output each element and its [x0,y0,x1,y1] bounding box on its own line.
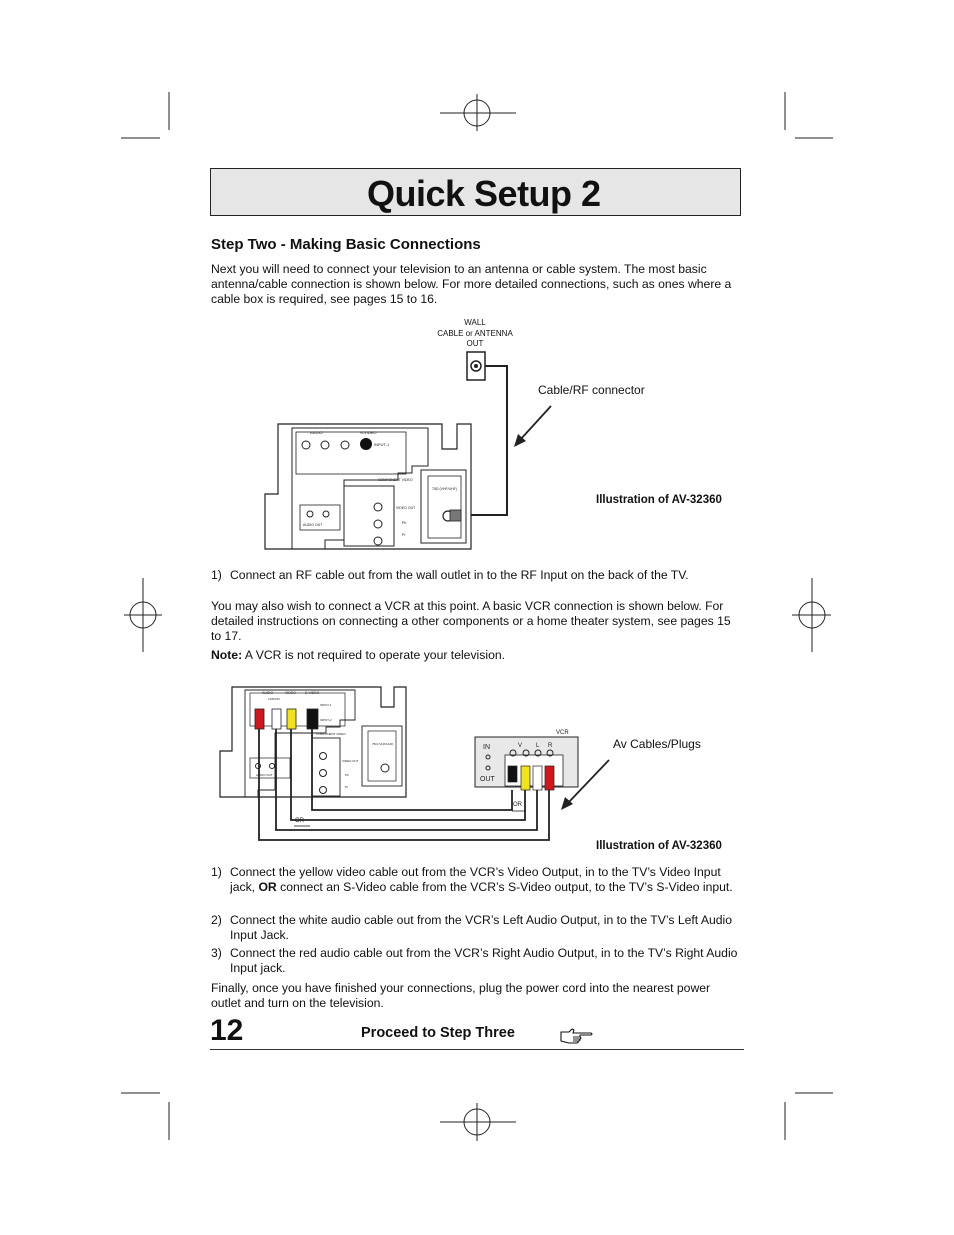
panel-label-pb: Pb [402,521,407,525]
step-number: 2) [211,913,222,927]
p2-label-ant: 75Ω (VHF/UHF) [372,742,394,746]
wall-outlet-label [420,318,530,350]
step1-text-post: connect an S-Video cable from the VCR’s S-Video output, to the TV’s S-Video input. [276,880,733,894]
vcr-r-label: R [548,743,553,749]
p2-label-input1: INPUT-1 [320,703,332,707]
tv-red-plug [255,709,264,729]
step-number: 3) [211,946,222,960]
or-left-label: OR [295,818,304,824]
rf-step-text: Connect an RF cable out from the wall outlet in to the RF Input on the back of the TV. [230,568,689,582]
footer-rule [210,1049,744,1050]
panel-label-audio: AUDIO [310,430,323,435]
panel-label-input1: INPUT-1 [374,442,390,447]
wall-label-line3: OUT [466,339,484,348]
panel-label-pr: Pr [402,533,406,537]
note-label: Note: [211,648,243,662]
p2-label-video: VIDEO [285,691,296,695]
vcr-v-label: V [518,743,523,749]
or-right-label: OR [513,802,522,808]
vcr-step-2 [211,913,741,943]
vcr-l-label: L [536,743,540,749]
vcr-step-3 [211,946,741,976]
vcr-white-plug [533,766,542,790]
p2-label-audio: AUDIO [262,691,274,695]
vcr-paragraph: You may also wish to connect a VCR at this point. A basic VCR connection is shown below. For detailed instructions on connecting a other components or a home theater system, see pages 15 to 17. [211,599,731,643]
panel-label-ant: 75Ω (VHF/UHF) [432,487,457,491]
vcr-red-plug [545,766,554,790]
panel-label-component: COMPONENT VIDEO [378,478,413,482]
p2-label-input2: INPUT-2 [320,718,332,722]
panel-label-video-out: VIDEO OUT [396,506,416,510]
p2-label-component: COMPONENT VIDEO [316,732,346,736]
tv-white-plug [272,709,281,729]
wall-label-line1: WALL [464,318,486,327]
antenna-connection-diagram [255,350,555,560]
rf-step [211,568,741,583]
vcr-step-1 [211,865,741,895]
vcr-label: VCR [556,730,569,736]
vcr-panel [470,724,580,794]
p2-label-pb: Pb [345,773,349,777]
rf-step-number: 1) [211,568,222,582]
step-text: Connect the white audio cable out from the VCR’s Left Audio Output, in to the TV’s Left Audio Input Jack. [230,913,733,942]
panel-label-audio-out: AUDIO OUT [303,523,323,527]
title-banner [210,168,741,216]
vcr-out-label: OUT [480,776,495,783]
tv-svideo-plug [307,709,318,729]
av-cables-callout: Av Cables/Plugs [613,737,701,751]
p2-label-pr: Pr [345,785,348,789]
step1-text-or: OR [258,880,277,894]
step1-text-pre: Connect the yellow video cable out from the VCR’s Video Output, in to the TV’s Video Input jack, [230,865,721,894]
p2-label-audio-out: AUDIO OUT [256,773,273,777]
figure2-caption: Illustration of AV-32360 [596,840,722,852]
vcr-in-label: IN [483,744,490,751]
note-text: A VCR is not required to operate your television. [242,648,506,662]
page-title: Quick Setup 2 [367,173,601,214]
p2-label-svideo: S-VIDEO [305,691,320,695]
note [211,648,741,663]
finally-paragraph: Finally, once you have finished your connections, plug the power cord into the nearest power outlet and turn on the television. [211,981,711,1010]
section-heading: Step Two - Making Basic Connections [211,236,481,253]
step-text [211,865,741,895]
proceed-link[interactable]: Proceed to Step Three [361,1025,515,1041]
intro-paragraph: Next you will need to connect your television to an antenna or cable system. The most basic antenna/cable connection is shown below. For more detailed connections, such as ones where a cable box is required, see pages 15 to 16. [211,262,732,306]
step-number: 1) [211,865,222,879]
page-number: 12 [210,1014,244,1047]
wall-label-line2: CABLE or ANTENNA [437,328,513,338]
vcr-svideo-plug [508,766,517,782]
tv-yellow-plug [287,709,296,729]
p2-label-lmono: L/MONO [268,697,280,701]
pointing-hand-icon [560,1028,594,1044]
p2-label-video-out: VIDEO OUT [342,759,359,763]
panel-label-svideo: S-VIDEO [360,430,377,435]
cable-rf-callout: Cable/RF connector [538,383,645,397]
step-text: Connect the red audio cable out from the VCR’s Right Audio Output, in to the TV’s Right Audio Input jack. [230,946,738,975]
figure1-caption: Illustration of AV-32360 [596,494,722,506]
vcr-yellow-plug [521,766,530,790]
